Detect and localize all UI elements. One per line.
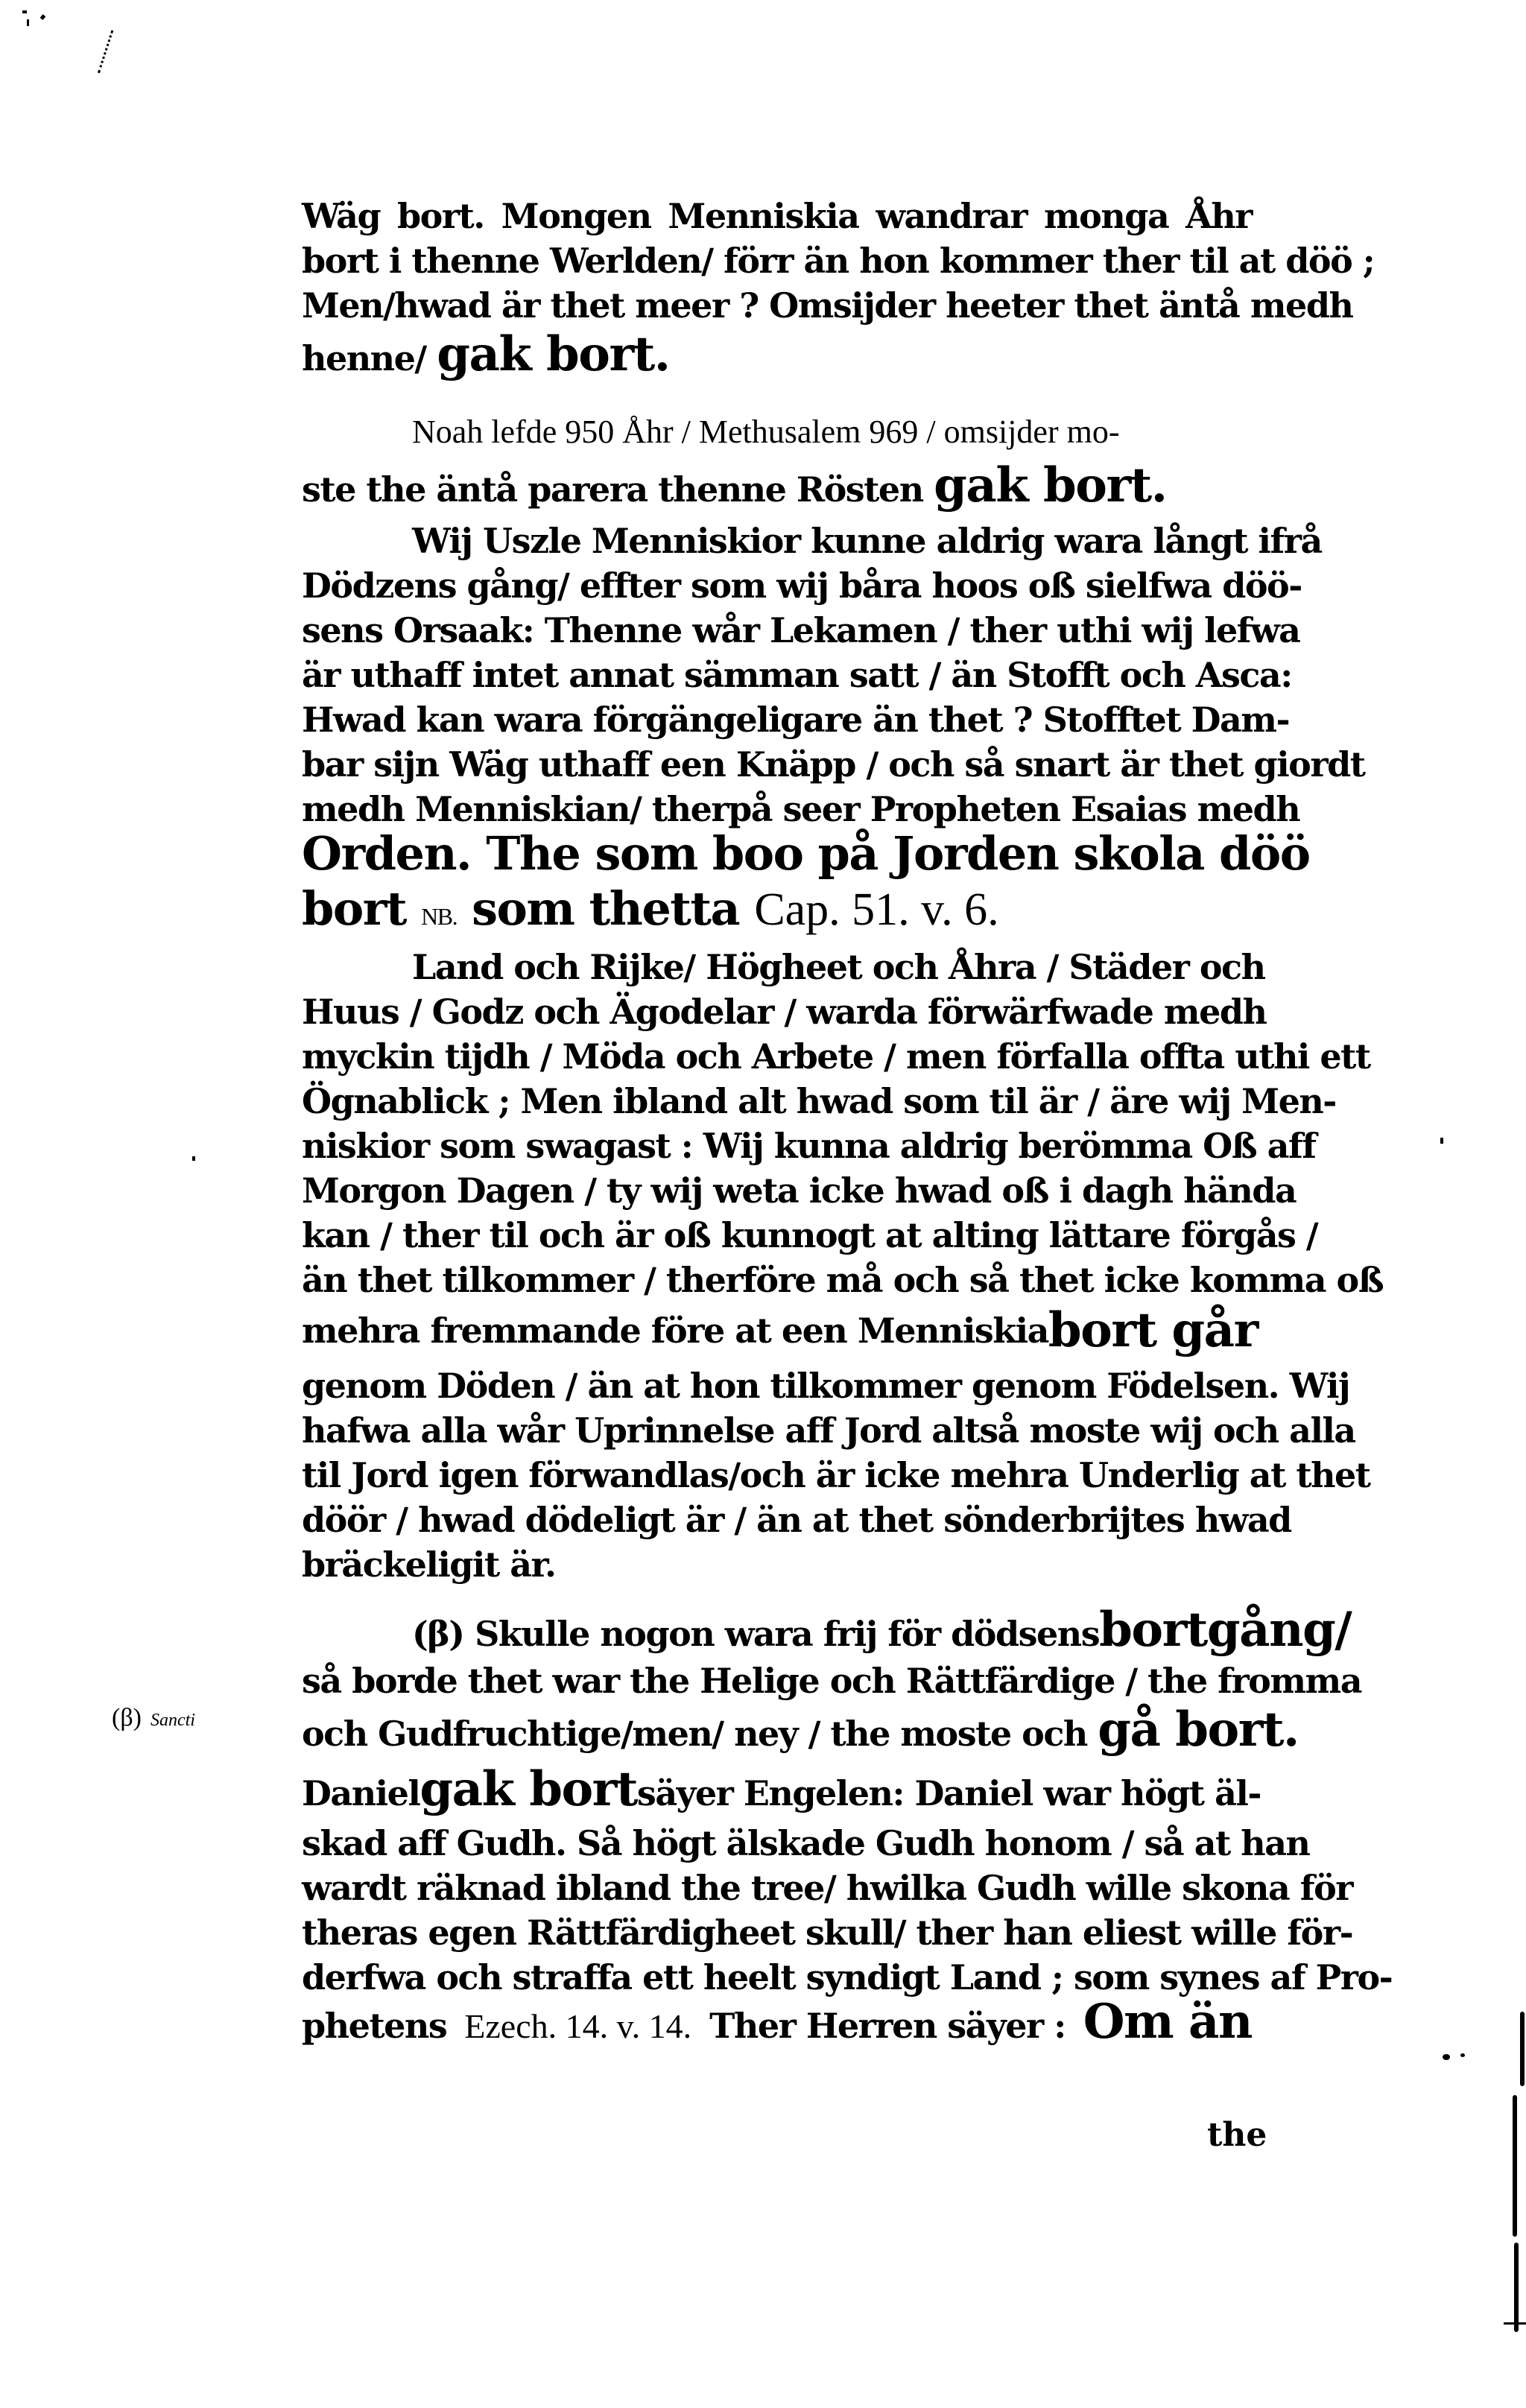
text-line: Men/hwad är thet meer ? Omsijder heeter thet äntå medh [302,285,1353,326]
text-line: skad aff Gudh. Så högt älskade Gudh honom / så at han [302,1823,1310,1863]
scan-speck [1443,2054,1450,2060]
emphasis: gak bort. [437,326,670,382]
margin-note [112,1704,195,1732]
scan-speck [40,14,46,20]
text-line: ste the äntå parera thenne Rösten gak bort. [302,457,1167,513]
text-line: Wäg bort. Mongen Menniskia wandrar monga Åhr [302,196,1252,236]
scan-speck [1440,1138,1443,1144]
text-line: bräckeligit är. [302,1544,556,1585]
text-line: än thet tilkommer / therföre må och så thet icke komma oß [302,1260,1384,1300]
text-line: niskior som swagast : Wij kunna aldrig berömma Oß aff [302,1126,1316,1166]
scan-speck [1504,2322,1526,2325]
text-line: Dödzens gång/ effter som wij båra hoos oß sielfwa döö- [302,565,1302,606]
scan-speck [192,1156,195,1161]
page-edge-shadow [1520,2012,1525,2086]
text-line: Hwad kan wara förgängeligare än thet ? Stofftet Dam- [302,700,1290,740]
margin-note-label: Sancti [150,1711,195,1730]
page-edge-shadow [1514,2243,1519,2332]
text-line: så borde thet war the Helige och Rättfärdige / the fromma [302,1661,1362,1701]
text-line: medh Menniskian/ therpå seer Propheten Esaias medh [302,789,1300,829]
scan-speck [98,30,116,74]
text-line: Ögnablick ; Men ibland alt hwad som til är / äre wij Men- [302,1081,1336,1121]
text-line: Orden. The som boo på Jorden skola döö [302,826,1310,881]
text-line: bort NB. som thetta Cap. 51. v. 6. [302,881,999,936]
scripture-reference: Cap. 51. v. 6. [754,884,999,935]
text-line: bar sijn Wäg uthaff een Knäpp / och så snart är thet giordt [302,744,1365,785]
text-line: hafwa alla wår Uprinnelse aff Jord altså moste wij och alla [302,1410,1355,1451]
emphasis: bort går [1048,1302,1258,1358]
catchword: the [1207,2116,1267,2154]
text-line: Daniel gak bort säyer Engelen: Daniel war högt äl- [302,1761,1261,1817]
text-line: mehra fremmande före at een Menniskia bort går [302,1302,1258,1358]
text-line: Morgon Dagen / ty wij weta icke hwad oß i dagh hända [302,1170,1297,1211]
text-line: til Jord igen förwandlas/och är icke mehra Underlig at thet [302,1455,1370,1495]
text-line: genom Döden / än at hon tilkommer genom Födelsen. Wij [302,1366,1350,1406]
text-line: Noah lefde 950 Åhr / Methusalem 969 / omsijder mo- [412,414,1120,450]
text-line: döör / hwad dödeligt är / än at thet sönderbrijtes hwad [302,1500,1291,1540]
text-line: bort i thenne Werlden/ förr än hon kommer ther til at döö ; [302,241,1375,281]
emphasis: bortgång/ [1099,1602,1352,1658]
emphasis: gak bort [420,1761,637,1817]
margin-note-symbol: (β) [112,1704,142,1731]
text-line: Wij Uszle Menniskior kunne aldrig wara långt ifrå [412,521,1322,561]
text-line: theras egen Rättfärdigheet skull/ ther han eliest wille för- [302,1913,1353,1953]
text-line: är uthaff intet annat sämman satt / än Stofft och Asca: [302,655,1292,695]
text-line: henne/ gak bort. [302,326,670,382]
emphasis: gak bort. [934,457,1167,513]
text-line: Land och Rijke/ Högheet och Åhra / Städer och [412,947,1265,987]
scan-speck [22,10,27,13]
text-line: sens Orsaak: Thenne wår Lekamen / ther uthi wij lefwa [302,610,1300,650]
scan-speck [1460,2053,1465,2057]
scan-speck [27,19,29,26]
page-edge-shadow [1513,2095,1517,2237]
scripture-reference: Ezech. 14. v. 14. [464,2007,692,2045]
text-line: och Gudfruchtige/men/ ney / the moste och gå bort. [302,1702,1299,1758]
text-line: kan / ther til och är oß kunnogt at alting lättare förgås / [302,1215,1318,1255]
emphasis: Om än [1083,1994,1252,2050]
emphasis: gå bort. [1098,1702,1299,1758]
nota-bene: NB. [421,903,458,930]
text-line: myckin tijdh / Möda och Arbete / men förfalla offta uthi ett [302,1036,1370,1077]
text-line: phetens Ezech. 14. v. 14. Ther Herren säyer : Om än [302,1994,1252,2050]
text-line: (β) Skulle nogon wara frij för dödsens bortgång/ [412,1602,1352,1658]
text-line: wardt räknad ibland the tree/ hwilka Gudh wille skona för [302,1868,1353,1908]
text-line: Huus / Godz och Ägodelar / warda förwärfwade medh [302,992,1267,1032]
text-line: derfwa och straffa ett heelt syndigt Land ; som synes af Pro- [302,1957,1393,1997]
